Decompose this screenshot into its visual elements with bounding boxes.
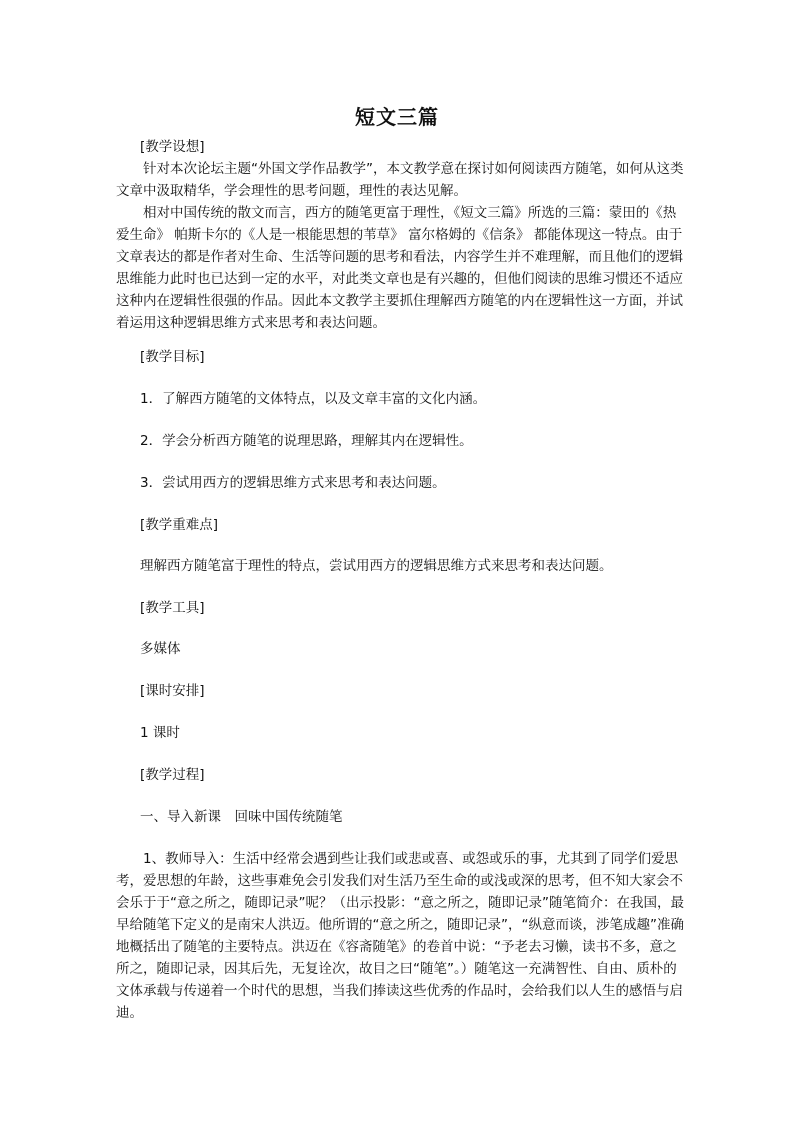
- time-heading: [课时安排]: [140, 683, 205, 699]
- page-title: 短文三篇: [355, 105, 439, 129]
- goal-item-1: 1．了解西方随笔的文体特点，以及文章丰富的文化内涵。: [140, 391, 487, 407]
- process-heading: [教学过程]: [140, 767, 205, 783]
- key-text: 理解西方随笔富于理性的特点，尝试用西方的逻辑思维方式来思考和表达问题。: [140, 558, 613, 574]
- process-paragraph-1: 1、教师导入：生活中经常会遇到些让我们或悲或喜、或怨或乐的事，尤其到了同学们爱思考，爱思想的年龄，这些事难免会引发我们对生活乃至生命的或浅或深的思考，但不知大家会不会乐于于“意之所之，随即记录”呢？（出示投影：“意之所之，随即记录”随笔简介：在我国，最早给随笔下定义的是南宋人洪迈。他所谓的“意之所之，随即记录”，“纵意而谈，涉笔成趣”准确地概括出了随笔的主要特点。洪迈在《容斋随笔》的卷首中说：“予老去习懒，读书不多，意之所之，随即记录，因其后先，无复诠次，故目之曰“随笔”。）随笔这一充满智性、自由、质朴的文体承载与传递着一个时代的思想，当我们捧读这些优秀的作品时，会给我们以人生的感悟与启迪。: [116, 851, 684, 1021]
- goal-item-2: 2．学会分析西方随笔的说理思路，理解其内在逻辑性。: [140, 433, 473, 449]
- key-heading: [教学重难点]: [140, 517, 219, 533]
- goals-heading: [教学目标]: [140, 349, 205, 365]
- tools-heading: [教学工具]: [140, 600, 205, 616]
- process-step-1: 一、导入新课 回味中国传统随笔: [140, 809, 343, 825]
- design-paragraph-2: 相对中国传统的散文而言，西方的随笔更富于理性，《短文三篇》所选的三篇：蒙田的《热爱生命》 帕斯卡尔的《人是一根能思想的苇草》 富尔格姆的《信条》 都能体现这一特点。由于文章表达的都是作者对生命、生活等问题的思考和看法，内容学生并不难理解，而且他们的逻辑思维能力此时也已达到一定的水平，对此类文章也是有兴趣的，但他们阅读的思维习惯还不适应这种内在逻辑性很强的作品。因此本文教学主要抓住理解西方随笔的内在逻辑性这一方面，并试着运用这种逻辑思维方式来思考和表达问题。: [116, 205, 683, 331]
- tools-text: 多媒体: [140, 641, 181, 657]
- goal-item-3: 3．尝试用西方的逻辑思维方式来思考和表达问题。: [140, 475, 446, 491]
- design-heading: [教学设想]: [140, 139, 205, 155]
- time-text: 1 课时: [140, 725, 180, 741]
- design-paragraph-1: 针对本次论坛主题“外国文学作品教学”，本文教学意在探讨如何阅读西方随笔，如何从这类文章中汲取精华，学会理性的思考问题，理性的表达见解。: [116, 161, 684, 199]
